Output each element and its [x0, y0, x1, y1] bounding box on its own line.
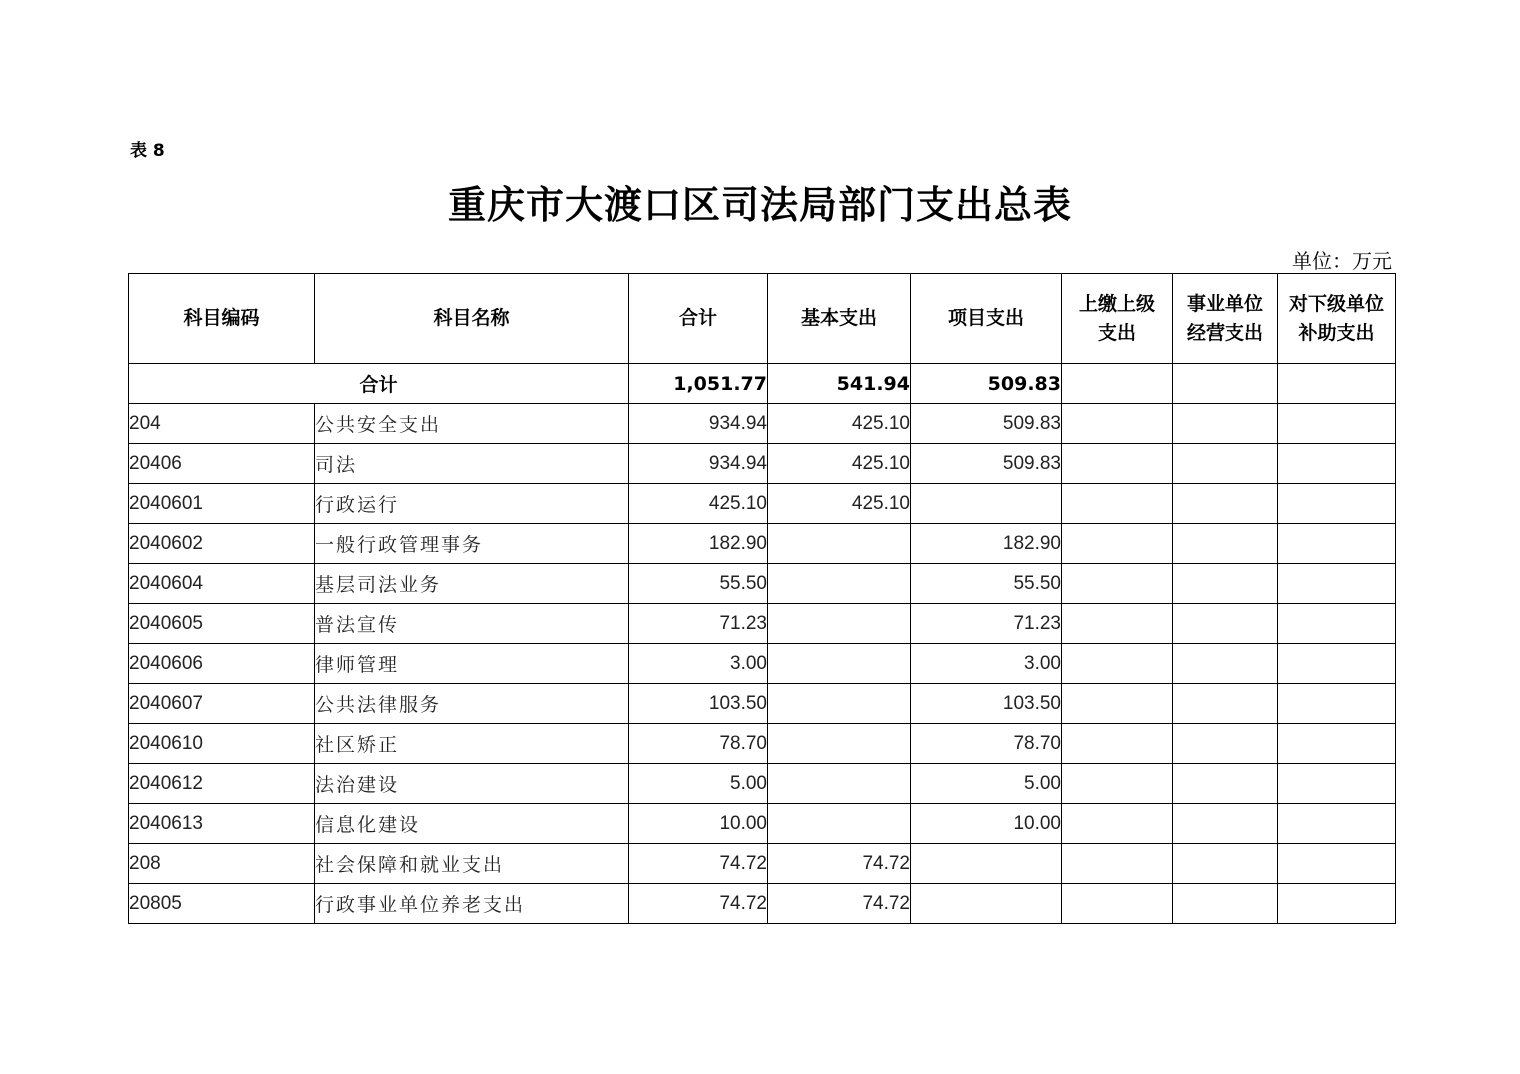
table-row [129, 844, 1396, 884]
cell-upper [1062, 764, 1173, 804]
cell-code: 2040607 [129, 684, 315, 724]
cell-code: 2040604 [129, 564, 315, 604]
cell-name: 社区矫正 [315, 724, 629, 764]
cell-business [1173, 804, 1278, 844]
table-row [129, 524, 1396, 564]
total-row-business [1173, 364, 1278, 404]
cell-subsidy [1278, 764, 1396, 804]
cell-name: 信息化建设 [315, 804, 629, 844]
header-upper-line1: 上缴上级 [1078, 292, 1155, 315]
cell-project: 509.83 [911, 404, 1062, 444]
cell-name: 行政运行 [315, 484, 629, 524]
cell-name: 公共安全支出 [315, 404, 629, 444]
cell-total: 78.70 [629, 724, 768, 764]
cell-project: 182.90 [911, 524, 1062, 564]
table-row [129, 644, 1396, 684]
table-row [129, 404, 1396, 444]
total-row-upper [1062, 364, 1173, 404]
header-subsidy-line2: 补助支出 [1298, 321, 1375, 344]
cell-code: 2040601 [129, 484, 315, 524]
cell-code: 2040610 [129, 724, 315, 764]
cell-name: 法治建设 [315, 764, 629, 804]
cell-upper [1062, 684, 1173, 724]
cell-project: 71.23 [911, 604, 1062, 644]
total-row-label: 合计 [129, 364, 629, 404]
cell-upper [1062, 444, 1173, 484]
cell-upper [1062, 884, 1173, 924]
header-subsidy-line1: 对下级单位 [1288, 292, 1384, 315]
table-header-row [129, 274, 1396, 364]
cell-upper [1062, 404, 1173, 444]
cell-total: 74.72 [629, 884, 768, 924]
cell-total: 10.00 [629, 804, 768, 844]
cell-code: 2040613 [129, 804, 315, 844]
cell-upper [1062, 524, 1173, 564]
cell-total: 5.00 [629, 764, 768, 804]
expenditure-table [128, 273, 1396, 924]
header-upper-line2: 支出 [1097, 321, 1136, 344]
table-row [129, 564, 1396, 604]
cell-basic: 425.10 [768, 484, 911, 524]
cell-project [911, 484, 1062, 524]
cell-basic [768, 604, 911, 644]
cell-basic: 425.10 [768, 444, 911, 484]
total-row-basic: 541.94 [768, 364, 911, 404]
cell-subsidy [1278, 684, 1396, 724]
cell-business [1173, 884, 1278, 924]
header-total: 合计 [629, 274, 768, 364]
header-basic: 基本支出 [768, 274, 911, 364]
cell-business [1173, 524, 1278, 564]
cell-upper [1062, 644, 1173, 684]
cell-code: 20406 [129, 444, 315, 484]
cell-total: 74.72 [629, 844, 768, 884]
cell-name: 公共法律服务 [315, 684, 629, 724]
cell-code: 2040606 [129, 644, 315, 684]
cell-total: 71.23 [629, 604, 768, 644]
cell-project [911, 844, 1062, 884]
table-number-label: 表 8 [130, 141, 165, 161]
table-row [129, 684, 1396, 724]
cell-basic [768, 764, 911, 804]
cell-business [1173, 644, 1278, 684]
table-row [129, 484, 1396, 524]
cell-project: 55.50 [911, 564, 1062, 604]
cell-business [1173, 484, 1278, 524]
cell-subsidy [1278, 484, 1396, 524]
cell-project: 103.50 [911, 684, 1062, 724]
cell-basic [768, 524, 911, 564]
cell-name: 普法宣传 [315, 604, 629, 644]
table-row [129, 764, 1396, 804]
total-row-subsidy [1278, 364, 1396, 404]
cell-total: 182.90 [629, 524, 768, 564]
header-code: 科目编码 [129, 274, 315, 364]
cell-subsidy [1278, 644, 1396, 684]
cell-business [1173, 564, 1278, 604]
cell-code: 2040605 [129, 604, 315, 644]
cell-subsidy [1278, 804, 1396, 844]
table-row [129, 884, 1396, 924]
unit-label: 单位：万元 [1292, 249, 1392, 273]
cell-upper [1062, 844, 1173, 884]
table-row [129, 804, 1396, 844]
cell-upper [1062, 604, 1173, 644]
header-project: 项目支出 [911, 274, 1062, 364]
cell-subsidy [1278, 844, 1396, 884]
page-title: 重庆市大渡口区司法局部门支出总表 [447, 183, 1072, 227]
cell-upper [1062, 564, 1173, 604]
cell-name: 司法 [315, 444, 629, 484]
cell-business [1173, 604, 1278, 644]
cell-subsidy [1278, 404, 1396, 444]
header-business [1173, 274, 1278, 364]
cell-upper [1062, 484, 1173, 524]
cell-total: 934.94 [629, 444, 768, 484]
total-row [129, 364, 1396, 404]
cell-business [1173, 764, 1278, 804]
cell-total: 425.10 [629, 484, 768, 524]
cell-basic: 74.72 [768, 844, 911, 884]
table-row [129, 724, 1396, 764]
cell-project: 78.70 [911, 724, 1062, 764]
cell-total: 3.00 [629, 644, 768, 684]
cell-upper [1062, 804, 1173, 844]
header-business-line2: 经营支出 [1186, 321, 1263, 344]
cell-code: 208 [129, 844, 315, 884]
table-row [129, 604, 1396, 644]
cell-basic [768, 724, 911, 764]
total-row-total: 1,051.77 [629, 364, 768, 404]
header-upper [1062, 274, 1173, 364]
cell-name: 律师管理 [315, 644, 629, 684]
header-business-line1: 事业单位 [1186, 292, 1263, 315]
cell-name: 基层司法业务 [315, 564, 629, 604]
cell-upper [1062, 724, 1173, 764]
cell-total: 934.94 [629, 404, 768, 444]
cell-code: 20805 [129, 884, 315, 924]
cell-business [1173, 404, 1278, 444]
cell-project: 5.00 [911, 764, 1062, 804]
cell-name: 社会保障和就业支出 [315, 844, 629, 884]
cell-basic [768, 804, 911, 844]
cell-subsidy [1278, 444, 1396, 484]
cell-code: 2040602 [129, 524, 315, 564]
cell-subsidy [1278, 564, 1396, 604]
cell-subsidy [1278, 604, 1396, 644]
cell-total: 55.50 [629, 564, 768, 604]
cell-business [1173, 844, 1278, 884]
cell-project: 3.00 [911, 644, 1062, 684]
cell-total: 103.50 [629, 684, 768, 724]
header-name: 科目名称 [315, 274, 629, 364]
table-row [129, 444, 1396, 484]
cell-subsidy [1278, 524, 1396, 564]
cell-project: 10.00 [911, 804, 1062, 844]
cell-basic [768, 564, 911, 604]
header-subsidy [1278, 274, 1396, 364]
cell-subsidy [1278, 884, 1396, 924]
cell-project: 509.83 [911, 444, 1062, 484]
cell-basic [768, 684, 911, 724]
cell-name: 行政事业单位养老支出 [315, 884, 629, 924]
cell-business [1173, 444, 1278, 484]
cell-basic: 425.10 [768, 404, 911, 444]
total-row-project: 509.83 [911, 364, 1062, 404]
cell-code: 2040612 [129, 764, 315, 804]
cell-business [1173, 724, 1278, 764]
cell-name: 一般行政管理事务 [315, 524, 629, 564]
cell-project [911, 884, 1062, 924]
cell-basic: 74.72 [768, 884, 911, 924]
cell-subsidy [1278, 724, 1396, 764]
cell-business [1173, 684, 1278, 724]
cell-basic [768, 644, 911, 684]
cell-code: 204 [129, 404, 315, 444]
